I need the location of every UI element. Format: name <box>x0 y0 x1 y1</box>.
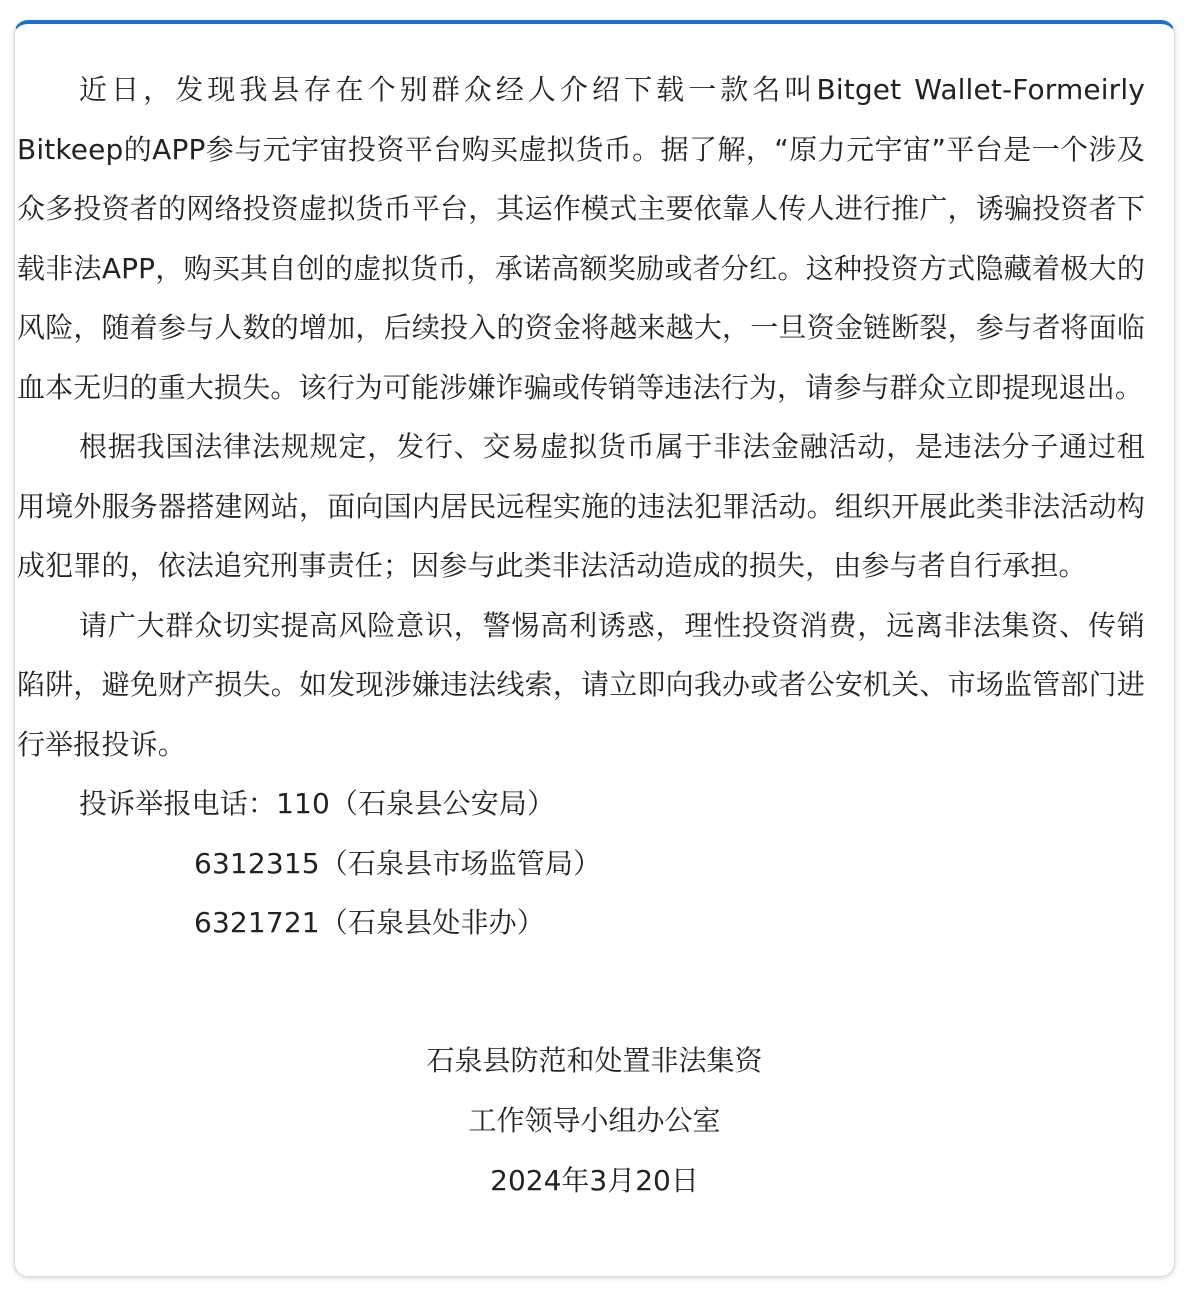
signature-block <box>14 1031 1175 1211</box>
paragraph-advice: 请广大群众切实提高风险意识，警惕高利诱惑，理性投资消费，远离非法集资、传销陷阱，避免财产损失。如发现涉嫌违法线索，请立即向我办或者公安机关、市场监管部门进行举报投诉。 <box>17 608 1145 761</box>
hotline-label: 投诉举报电话： <box>79 787 277 820</box>
hotline-police: 110（石泉县公安局） <box>276 787 556 820</box>
signature-org-line2: 工作领导小组办公室 <box>468 1104 721 1137</box>
hotline-market: 6312315（石泉县市场监管局） <box>194 846 602 880</box>
signature-org-line1: 石泉县防范和处置非法集资 <box>426 1044 763 1077</box>
hotline-primary <box>17 774 1145 834</box>
notice-body <box>17 60 1145 953</box>
signature-date: 2024年3月20日 <box>490 1164 699 1197</box>
paragraph-warning: 近日，发现我县存在个别群众经人介绍下载一款名叫Bitget Wallet-Formeirly Bitkeep的APP参与元宇宙投资平台购买虚拟货币。据了解，“原力元宇宙”平台是一个涉及众多投资者的网络投资虚拟货币平台，其运作模式主要依靠人传人进行推广，诱骗投资者下载非法APP，购买其自创的虚拟货币，承诺高额奖励或者分红。这种投资方式隐藏着极大的风险，随着参与人数的增加，后续投入的资金将越来越大，一旦资金链断裂，参与者将面临血本无归的重大损失。该行为可能涉嫌诈骗或传销等违法行为，请参与群众立即提现退出。 <box>17 73 1145 404</box>
hotline-office: 6321721（石泉县处非办） <box>194 906 545 939</box>
paragraph-legal: 根据我国法律法规规定，发行、交易虚拟货币属于非法金融活动，是违法分子通过租用境外服务器搭建网站，面向国内居民远程实施的违法犯罪活动。组织开展此类非法活动构成犯罪的，依法追究刑事责任；因参与此类非法活动造成的损失，由参与者自行承担。 <box>17 430 1145 582</box>
